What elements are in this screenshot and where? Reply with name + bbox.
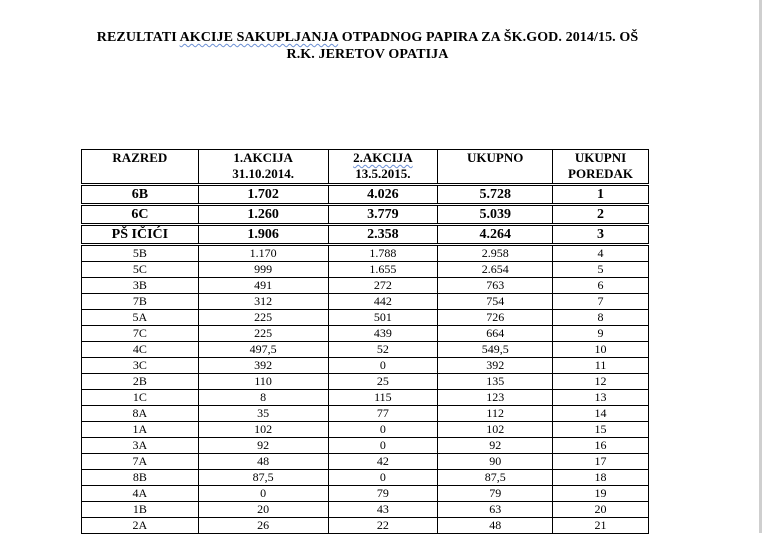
cell-ukupno: 90 [438,454,553,470]
cell-ukupno: 549,5 [438,342,553,358]
cell-razred: 4C [82,342,199,358]
cell-ukupno: 392 [438,358,553,374]
cell-akcija-2: 3.779 [328,205,438,225]
table-row [82,294,649,310]
cell-akcija-2: 4.026 [328,185,438,205]
table-row [82,406,649,422]
cell-ukupno: 135 [438,374,553,390]
cell-akcija-2: 0 [328,358,438,374]
table-row [82,470,649,486]
cell-razred: PŠ IČIĆI [82,225,199,245]
cell-ukupno: 5.728 [438,185,553,205]
cell-razred: 4A [82,486,199,502]
cell-ukupno: 48 [438,518,553,534]
cell-poredak: 18 [553,470,649,486]
cell-razred: 7B [82,294,199,310]
table-row [82,390,649,406]
cell-akcija-1: 20 [198,502,328,518]
cell-akcija-2: 52 [328,342,438,358]
cell-akcija-2: 25 [328,374,438,390]
table-row [82,374,649,390]
cell-poredak: 8 [553,310,649,326]
cell-akcija-2: 442 [328,294,438,310]
cell-poredak: 16 [553,438,649,454]
cell-razred: 1B [82,502,199,518]
cell-akcija-1: 92 [198,438,328,454]
header-akcija-2: 2.AKCIJA 13.5.2015. [328,150,438,185]
cell-poredak: 13 [553,390,649,406]
cell-akcija-2: 115 [328,390,438,406]
cell-poredak: 21 [553,518,649,534]
cell-poredak: 10 [553,342,649,358]
cell-ukupno: 2.958 [438,245,553,262]
cell-poredak: 1 [553,185,649,205]
header-ukupno: UKUPNO [438,150,553,185]
cell-poredak: 6 [553,278,649,294]
table-row [82,518,649,534]
cell-razred: 6C [82,205,199,225]
cell-razred: 3A [82,438,199,454]
cell-razred: 6B [82,185,199,205]
header-poredak: UKUPNI POREDAK [553,150,649,185]
cell-akcija-1: 225 [198,326,328,342]
cell-akcija-2: 42 [328,454,438,470]
cell-akcija-1: 26 [198,518,328,534]
cell-razred: 7C [82,326,199,342]
cell-akcija-2: 272 [328,278,438,294]
header-razred: RAZRED [82,150,199,185]
table-row [82,486,649,502]
cell-razred: 5B [82,245,199,262]
cell-akcija-1: 87,5 [198,470,328,486]
table-row [82,326,649,342]
cell-akcija-1: 491 [198,278,328,294]
cell-akcija-1: 312 [198,294,328,310]
cell-razred: 7A [82,454,199,470]
cell-razred: 5A [82,310,199,326]
cell-akcija-1: 1.170 [198,245,328,262]
cell-razred: 8A [82,406,199,422]
results-table [81,149,649,534]
cell-razred: 2A [82,518,199,534]
cell-ukupno: 112 [438,406,553,422]
cell-razred: 3C [82,358,199,374]
table-row [82,438,649,454]
cell-akcija-2: 79 [328,486,438,502]
table-row [82,185,649,205]
cell-akcija-1: 225 [198,310,328,326]
cell-ukupno: 123 [438,390,553,406]
cell-akcija-2: 2.358 [328,225,438,245]
cell-razred: 2B [82,374,199,390]
cell-akcija-1: 1.702 [198,185,328,205]
cell-ukupno: 87,5 [438,470,553,486]
cell-akcija-1: 8 [198,390,328,406]
cell-razred: 5C [82,262,199,278]
table-row [82,310,649,326]
title-text-spellcheck: AKCIJE SAKUPLJANJA [179,30,339,45]
table-row [82,245,649,262]
table-row [82,225,649,245]
cell-ukupno: 763 [438,278,553,294]
remaining-rows [82,245,649,534]
cell-razred: 3B [82,278,199,294]
cell-ukupno: 2.654 [438,262,553,278]
cell-poredak: 15 [553,422,649,438]
cell-poredak: 5 [553,262,649,278]
cell-poredak: 14 [553,406,649,422]
cell-ukupno: 4.264 [438,225,553,245]
cell-poredak: 20 [553,502,649,518]
cell-razred: 1A [82,422,199,438]
cell-akcija-2: 0 [328,422,438,438]
cell-poredak: 19 [553,486,649,502]
document-title-line-1 [0,30,735,46]
cell-akcija-1: 1.260 [198,205,328,225]
cell-akcija-2: 1.788 [328,245,438,262]
cell-ukupno: 92 [438,438,553,454]
table-row [82,454,649,470]
cell-ukupno: 79 [438,486,553,502]
cell-akcija-1: 110 [198,374,328,390]
cell-akcija-2: 501 [328,310,438,326]
table-row [82,262,649,278]
cell-akcija-2: 22 [328,518,438,534]
cell-akcija-2: 439 [328,326,438,342]
title-text-part-3: OTPADNOG PAPIRA ZA ŠK.GOD. 2014/15. OŠ [338,30,639,45]
document-title-line-2: R.K. JERETOV OPATIJA [286,47,449,62]
title-text-part-1: REZULTATI [96,30,180,45]
cell-poredak: 11 [553,358,649,374]
cell-ukupno: 726 [438,310,553,326]
cell-poredak: 17 [553,454,649,470]
cell-akcija-2: 1.655 [328,262,438,278]
cell-poredak: 7 [553,294,649,310]
header-akcija-1: 1.AKCIJA 31.10.2014. [198,150,328,185]
table-row [82,278,649,294]
cell-ukupno: 754 [438,294,553,310]
table-row [82,358,649,374]
cell-akcija-1: 497,5 [198,342,328,358]
cell-ukupno: 102 [438,422,553,438]
cell-akcija-2: 0 [328,470,438,486]
cell-akcija-1: 48 [198,454,328,470]
cell-akcija-1: 102 [198,422,328,438]
cell-akcija-2: 77 [328,406,438,422]
cell-akcija-2: 0 [328,438,438,454]
cell-poredak: 4 [553,245,649,262]
table-row [82,342,649,358]
cell-ukupno: 5.039 [438,205,553,225]
cell-akcija-1: 1.906 [198,225,328,245]
cell-poredak: 9 [553,326,649,342]
cell-akcija-1: 392 [198,358,328,374]
cell-poredak: 2 [553,205,649,225]
cell-razred: 8B [82,470,199,486]
cell-akcija-1: 999 [198,262,328,278]
cell-ukupno: 63 [438,502,553,518]
cell-akcija-2: 43 [328,502,438,518]
cell-akcija-1: 35 [198,406,328,422]
cell-ukupno: 664 [438,326,553,342]
cell-poredak: 3 [553,225,649,245]
table-row [82,205,649,225]
cell-poredak: 12 [553,374,649,390]
cell-razred: 1C [82,390,199,406]
table-row [82,502,649,518]
table-row [82,422,649,438]
cell-akcija-1: 0 [198,486,328,502]
top-three-rows [82,185,649,245]
header-row [82,150,649,185]
